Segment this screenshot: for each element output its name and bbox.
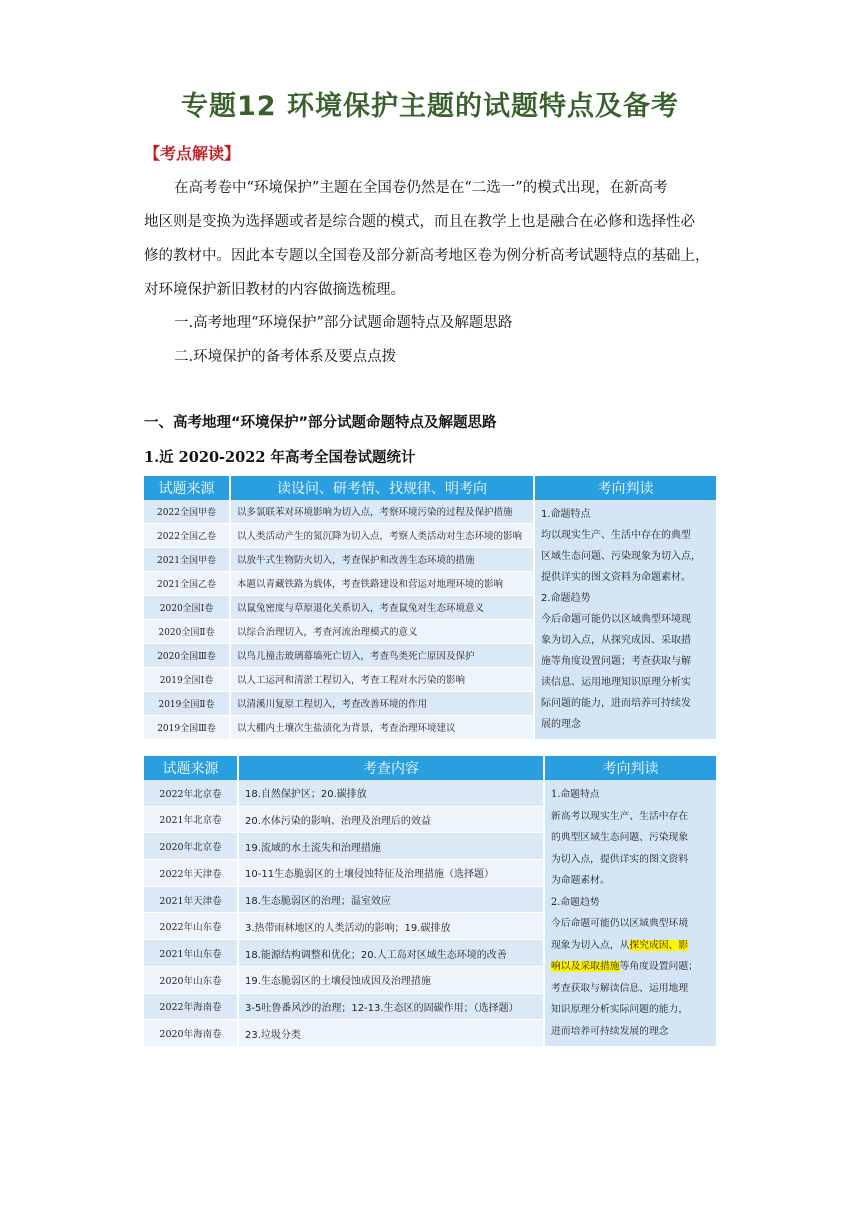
page-title: 专题12 环境保护主题的试题特点及备考 xyxy=(181,91,679,122)
analysis-line: 今后命题可能仍以区域典型环境 xyxy=(551,918,689,929)
intro-line-1: 在高考卷中“环境保护”主题在全国卷仍然是在“二选一”的模式出现，在新高考 xyxy=(174,180,668,196)
exam-stats-table-national xyxy=(144,476,716,740)
analysis-line: 2.命题趋势 xyxy=(541,593,591,604)
intro-line-2: 地区则是变换为选择题或者是综合题的模式，而且在教学上也是融合在必修和选择性必 xyxy=(144,214,695,230)
analysis-text: 现象为切入点，从 xyxy=(551,939,630,951)
source-cell: 2021年天津卷 xyxy=(144,886,238,913)
source-cell: 2020年山东卷 xyxy=(144,966,238,993)
analysis-line: 今后命题可能仍以区域典型环境现 xyxy=(541,614,691,625)
analysis-line: 进而培养可持续发展的理念 xyxy=(551,1025,669,1037)
intro-line-3: 修的教材中。因此本专题以全国卷及部分新高考地区卷为例分析高考试题特点的基础上， xyxy=(144,248,710,264)
analysis-line: 知识原理分析实际问题的能力， xyxy=(551,1004,689,1015)
analysis-line: 施等角度设置问题；考查获取与解 xyxy=(541,656,691,667)
analysis-line: 均以现实生产、生活中存在的典型 xyxy=(541,530,691,541)
source-cell: 2022年山东卷 xyxy=(144,913,238,940)
analysis-text: 等角度设置问题； xyxy=(619,961,698,972)
source-cell: 2022年北京卷 xyxy=(144,780,238,806)
content-cell: 20.水体污染的影响、治理及治理后的效益 xyxy=(238,806,544,833)
section-heading: 一、高考地理“环境保护”部分试题命题特点及解题思路 xyxy=(144,415,497,431)
content-cell: 18.能源结构调整和优化；20.人工岛对区域生态环境的改善 xyxy=(238,940,544,967)
source-cell: 2021全国甲卷 xyxy=(144,547,230,571)
content-cell: 以人类活动产生的氮沉降为切入点，考察人类活动对生态环境的影响 xyxy=(230,523,534,547)
source-cell: 2022年天津卷 xyxy=(144,860,238,887)
table-header: 考向判读 xyxy=(544,756,716,780)
analysis-line: 为命题素材。 xyxy=(551,875,610,886)
table-row xyxy=(144,780,716,806)
section-tag: 【考点解读】 xyxy=(144,144,241,163)
analysis-line: 新高考以现实生产、生活中存在 xyxy=(551,810,689,822)
analysis-line: 区域生态问题、污染现象为切入点， xyxy=(541,551,701,562)
analysis-line: 读信息、运用地理知识原理分析实 xyxy=(541,677,691,688)
source-cell: 2019全国Ⅰ卷 xyxy=(144,667,230,691)
analysis-cell xyxy=(534,500,716,740)
outline-item-2: 二.环境保护的备考体系及要点点拨 xyxy=(174,349,397,365)
source-cell: 2021全国乙卷 xyxy=(144,571,230,595)
table-header: 试题来源 xyxy=(144,476,230,500)
content-cell: 以鼠兔密度与草原退化关系切入，考查鼠兔对生态环境意义 xyxy=(230,595,534,619)
content-cell: 10-11生态脆弱区的土壤侵蚀特征及治理措施（选择题） xyxy=(238,860,544,887)
analysis-line: 象为切入点，从探究成因、采取措 xyxy=(541,635,691,646)
source-cell: 2020全国Ⅱ卷 xyxy=(144,619,230,643)
content-cell: 3.热带雨林地区的人类活动的影响；19.碳排放 xyxy=(238,913,544,940)
content-cell: 23.垃圾分类 xyxy=(238,1020,544,1047)
content-cell: 以大棚内土壤次生盐渍化为背景，考查治理环境建议 xyxy=(230,715,534,739)
content-cell: 19.流域的水土流失和治理措施 xyxy=(238,833,544,860)
source-cell: 2019全国Ⅱ卷 xyxy=(144,691,230,715)
content-cell: 本题以青藏铁路为载体，考查铁路建设和营运对地理环境的影响 xyxy=(230,571,534,595)
source-cell: 2019全国Ⅲ卷 xyxy=(144,715,230,739)
analysis-line: 际问题的能力，进而培养可持续发 xyxy=(541,698,691,709)
table-header: 读设问、研考情、找规律、明考向 xyxy=(230,476,534,500)
content-cell: 19.生态脆弱区的土壤侵蚀成因及治理措施 xyxy=(238,966,544,993)
source-cell: 2020年北京卷 xyxy=(144,833,238,860)
source-cell: 2020年海南卷 xyxy=(144,1020,238,1047)
exam-stats-table-new-gaokao xyxy=(144,756,716,1047)
intro-line-4: 对环境保护新旧教材的内容做摘选梳理。 xyxy=(144,282,405,298)
content-cell: 以多氯联苯对环境影响为切入点，考察环境污染的过程及保护措施 xyxy=(230,500,534,523)
highlighted-text: 响以及采取措施 xyxy=(551,961,620,972)
source-cell: 2022年海南卷 xyxy=(144,993,238,1020)
table-row xyxy=(144,500,716,523)
analysis-line: 考查获取与解读信息、运用地理 xyxy=(551,982,689,994)
intro-paragraph xyxy=(144,171,718,307)
analysis-line-highlighted xyxy=(551,956,710,978)
content-cell: 以人工运河和清淤工程切入，考查工程对水污染的影响 xyxy=(230,667,534,691)
source-cell: 2020全国Ⅲ卷 xyxy=(144,643,230,667)
subsection-heading: 1.近 2020-2022 年高考全国卷试题统计 xyxy=(144,449,416,466)
source-cell: 2021年北京卷 xyxy=(144,806,238,833)
content-cell: 3-5吐鲁番风沙的治理；12-13.生态区的固碳作用；（选择题） xyxy=(238,993,544,1020)
analysis-line: 1.命题特点 xyxy=(551,789,600,800)
analysis-cell xyxy=(544,780,716,1047)
highlighted-text: 探究成因、影 xyxy=(629,939,689,951)
analysis-line: 为切入点，提供详实的图文资料 xyxy=(551,853,689,865)
content-cell: 以放牛式生物防火切入，考查保护和改善生态环境的措施 xyxy=(230,547,534,571)
analysis-line: 展的理念 xyxy=(541,719,581,730)
source-cell: 2021年山东卷 xyxy=(144,940,238,967)
content-cell: 以综合治理切入，考查河流治理模式的意义 xyxy=(230,619,534,643)
table-header: 考向判读 xyxy=(534,476,716,500)
source-cell: 2022全国甲卷 xyxy=(144,500,230,523)
source-cell: 2022全国乙卷 xyxy=(144,523,230,547)
analysis-line-highlighted xyxy=(551,935,710,957)
analysis-line: 提供详实的图文资料为命题素材。 xyxy=(541,572,691,583)
analysis-line: 的典型区域生态问题、污染现象 xyxy=(551,832,689,843)
table-header: 考查内容 xyxy=(238,756,544,780)
analysis-line: 1.命题特点 xyxy=(541,509,591,520)
content-cell: 18.生态脆弱区的治理；温室效应 xyxy=(238,886,544,913)
table-header: 试题来源 xyxy=(144,756,238,780)
content-cell: 以清溪川复原工程切入，考查改善环境的作用 xyxy=(230,691,534,715)
content-cell: 以鸟儿撞击玻璃幕墙死亡切入，考查鸟类死亡原因及保护 xyxy=(230,643,534,667)
source-cell: 2020全国Ⅰ卷 xyxy=(144,595,230,619)
outline-item-1: 一.高考地理“环境保护”部分试题命题特点及解题思路 xyxy=(174,315,513,331)
analysis-line: 2.命题趋势 xyxy=(551,896,600,908)
content-cell: 18.自然保护区；20.碳排放 xyxy=(238,780,544,806)
